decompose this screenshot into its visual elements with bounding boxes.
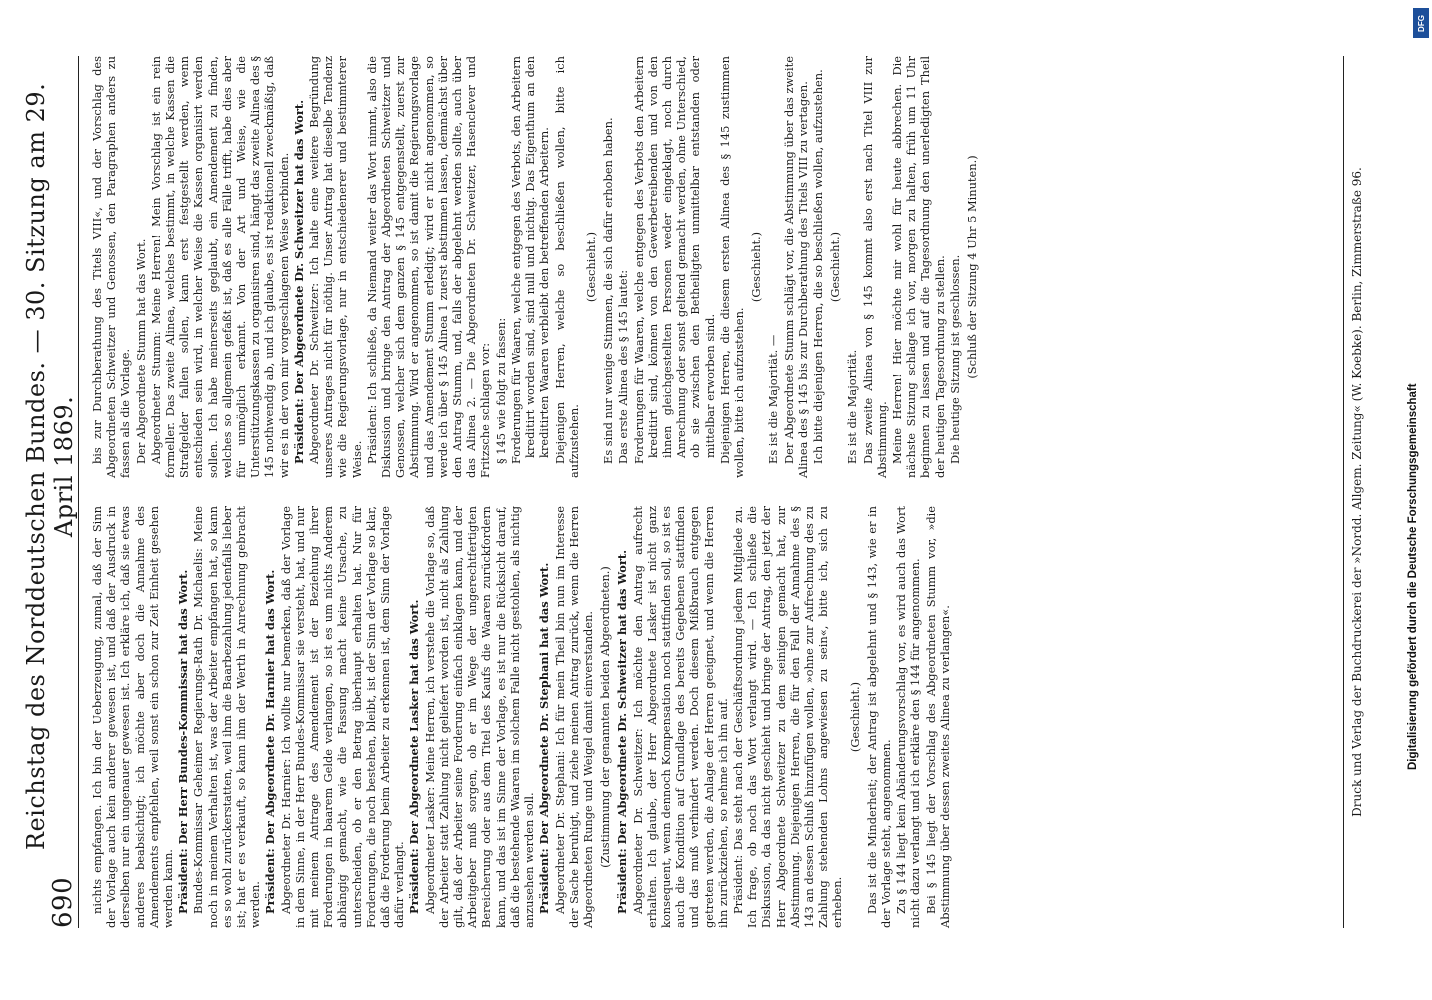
paragraph: Es sind nur wenige Stimmen, die sich dafür erhoben haben. [601,117,616,464]
paragraph: Abgeordneter Dr. Stephani: Ich für mein Theil bin nun im Interesse der Sache beruhigt, und ziehe meinen Antrag zurück, wenn die Herren Abgeordneten Runge und Weigel damit einverstanden. [552,506,595,928]
paragraph: Abgeordneter Dr. Harnier: Ich wollte nur bemerken, daß der Vorlage in dem Sinne, in der Herr Bundes-Kommissar sie versteht, hat, und nur mit meinem Antrage des Amendement ist der Beziehung ihrer Forderungen in baarem Gelde verlangen, so ist es um nichts Anderem abhängig gemacht, wie die Fassung macht keine Ursache, zu unterscheiden, ob er den Betrag überhaupt erhalten hat. Nur für Forderungen, die noch bestehen, bleibt, ist der Sinn der Vorlage so klar, daß die Forderung beim Arbeiter zu erkennen ist, dem Sinn der Vorlage dafür verlangt. [278,506,407,928]
paragraph: bis zur Durchberathung des Titels VIII«, und der Vorschlag des Abgeordneten Schweitzer und Genossen, den Paragraphen anders zu fassen als die Vorlage. [90,56,133,478]
paragraph: Es ist die Majorität. [845,349,860,464]
paragraph: (Geschieht.) [828,231,843,303]
paragraph: Das ist die Minderheit; der Antrag ist abgelehnt und § 143, wie er in der Vorlage steht, angenommen. [864,506,893,928]
paragraph: (Geschieht.) [583,231,598,303]
paragraph: (Geschieht.) [749,231,764,303]
left-column [90,506,1320,928]
paragraph: Diejenigen Herren, welche so beschließen wollen, bitte ich aufzustehen. [552,56,581,478]
paragraph: Präsident: Ich schließe, da Niemand weiter das Wort nimmt, also die Diskussion und bringe den Antrag der Abgeordneten Schweitzer und Genossen, welcher sich dem ganzen § 145 entgegenstellt, zuerst zur Abstimmung. Wird er angenommen, so ist damit die Regierungsvorlage und das Amendement Stumm erledigt; wird er nicht angenommen, so werde ich über § 145 Alinea 1 zuerst abstimmen lassen, demnächst über den Antrag Stumm, und, falls der abgelehnt werden sollte, auch über das Alinea 2. — Die Abgeordneten Dr. Schweitzer, Hasenclever und Fritzsche schlagen vor: [364,56,493,478]
paragraph: Präsident: Der Abgeordnete Dr. Schweitzer hat das Wort. [291,99,306,464]
paragraph: Es ist die Majorität. — [766,334,781,464]
paragraph: Diejenigen Herren, die diesem ersten Alinea des § 145 zustimmen wollen, bitte ich aufzustehen. [717,56,746,478]
dfg-logo [1413,8,1429,38]
paragraph: Bundes-Kommissar Geheimer Regierungs-Rath Dr. Michaelis: Meine noch in meinem Verhalten ist, was der Arbeiter empfangen hat, so kann es so wohl zurückerstatten, weil ihm die Baarbezahlung jedenfalls lieber ist; hat er es verkauft, so kann ihm der Werth in Anrechnung gebracht werden. [191,506,263,928]
paragraph: Präsident: Der Abgeordnete Lasker hat das Wort. [407,599,422,914]
paragraph: Abgeordneter Dr. Schweitzer: Ich möchte den Antrag aufrecht erhalten. Ich glaube, der Herr Abgeordnete Lasker ist nicht ganz konsequent, wenn dennoch Kompensation noch stattfinden soll, so ist es auch die Kondition auf Grundlage des bereits Gegebenen stattfinden und das muß verhindert werden. Doch diesem Mißbrauch entgegen getreten werden, die Anlage der Herren geeignet, und wenn die Herren ihn zurückziehen, so nehme ich ihn auf. [630,506,730,928]
paragraph: Ich bitte diejenigen Herren, die so beschließen wollen, aufzustehen. [810,69,825,464]
paragraph: Präsident: Der Herr Bundes-Kommissar hat das Wort. [176,569,191,914]
digitization-note: Digitalisierung gefördert durch die Deutsche Forschungsgemeinschaft [1407,383,1419,770]
paragraph: Der Abgeordnete Stumm hat das Wort. [133,238,148,464]
right-column [90,56,1320,478]
paragraph: Präsident: Das steht nach der Geschäftsordnung jedem Mitgliede zu. Ich frage, ob noch das Wort verlangt wird. — Ich schließe die Diskussion, da das nicht geschieht und bringe der Antrag, den jetzt der Herr Abgeordnete Schweitzer zu dem seinigen gemacht hat, zur Abstimmung. Diejenigen Herren, die für den Fall der Annahme des § 143 an dessen Schluß hinzufügen wollen, »ohne zur Aufrechnung des zu Zahlung stehenden Lohns angewiesen zu sein«, bitte ich, sich zu erheben. [730,506,845,928]
page-number: 690 [48,876,78,928]
paragraph: Bei § 145 liegt der Vorschlag des Abgeordneten Stumm vor, »die Abstimmung über dessen zweites Alinea zu verlangen«. [923,506,952,928]
paragraph: Präsident: Der Abgeordnete Dr. Stephani hat das Wort. [537,562,552,914]
page-header [22,56,79,928]
paragraph: Abgeordneter Dr. Schweitzer: Ich halte eine weitere Begründung unseres Antrages nicht für nöthig. Unser Antrag hat dieselbe Tendenz wie die Regierungsvorlage, nur in entschiedenerer und bestimmterer Weise. [307,56,364,478]
paragraph: (Schluß der Sitzung 4 Uhr 5 Minuten.) [964,155,979,379]
dfg-logo-text: DFG [1416,14,1426,32]
paragraph: (Geschieht.) [847,681,862,753]
imprint-footer: Druck und Verlag der Buchdruckerei der »Nordd. Allgem. Zeitung« (W. Koebke). Berlin, Zimmerstraße 96. [1343,56,1364,928]
paragraph: Der Abgeordnete Stumm schlägt vor, die Abstimmung über das zweite Alinea des § 145 bis zur Durchberathung des Titels VIII zu vertagen. [781,56,810,478]
paragraph: Das zweite Alinea von § 145 kommt also erst nach Titel VIII zur Abstimmung. [860,56,889,478]
paragraph: (Zustimmung der genannten beiden Abgeordneten.) [598,566,613,868]
paragraph: § 145 wie folgt zu fassen: [493,317,508,464]
paragraph: Abgeordneter Stumm: Meine Herren! Mein Vorschlag ist ein rein formeller. Das zweite Alinea, welches bestimmt, in welche Kassen die Strafgelder fallen sollen, kann erst festgestellt werden, wenn entschieden sein wird, in welcher Weise die Kassen organisirt werden sollen. Ich habe meinerseits geglaubt, ein Amendement zu finden, welches so allgemein gefaßt ist, daß es alle Fälle trifft, habe dies aber für unmöglich erkannt. Von der Art und Weise, wie die Unterstützungskassen zu organisiren sind, hängt das zweite Alinea des § 145 nothwendig ab, und ich glaube, es ist redaktionell zweckmäßig, daß wir es in der von mir vorgeschlagenen Weise verbinden. [148,55,291,478]
paragraph: Abgeordneter Lasker: Meine Herren, ich verstehe die Vorlage so, daß der Arbeiter statt Zahlung nicht geliefert worden ist, nicht als Zahlung gilt, daß der Arbeiter seine Forderung einfach einklagen kann, und der Arbeitgeber muß sorgen, ob er im Wege der ungerechtfertigten Bereicherung oder aus dem Titel des Kaufs die Waaren zurückfordern kann, und das ist im Sinne der Vorlage, es ist nur die Rücksicht darauf, daß die bestehende Waaren im solchem Falle nicht gestohlen, als nichtig anzusehen werden soll. [422,506,537,928]
paragraph: nichts empfangen. Ich bin der Ueberzeugung, zumal, daß der Sinn der Vorlage auch kein anderer gewesen ist, und daß der Ausdruck in derselben nur ein ungenauer gewesen ist. Ich erkläre ich, daß sie etwas anderes beabsichtigt; ich möchte aber doch die Annahme des Amendements empfehlen, weil sonst ein schon zur Zeit Einheit gesehen werden kann. [90,506,176,928]
text-columns [90,56,1320,928]
running-title: Reichstag des Norddeutschen Bundes. — 30. Sitzung am 29. April 1869. [22,82,78,851]
paragraph: Forderungen für Waaren, welche entgegen des Verbots den Arbeitern kreditirt sind, können von den Gewerbetreibenden und von den ihnen gleichgestellten Personen weder eingeklagt, noch durch Anrechnung oder sonst geltend gemacht werden, ohne Unterschied, ob sie zwischen den Betheiligten unmittelbar entstanden oder mittelbar erworben sind. [631,56,717,464]
paragraph: Das erste Alinea des § 145 lautet: [616,269,631,464]
paragraph: Präsident: Der Abgeordnete Dr. Harnier hat das Wort. [263,569,278,914]
digitization-sidebar [1404,50,1430,1000]
document-page [16,20,1416,980]
paragraph: Meine Herren! Hier möchte mir wohl für heute abbrechen. Die nächste Sitzung schlage ich vor, morgen zu halten, früh um 11 Uhr beginnen zu lassen und auf die Tagesordnung den unerledigten Theil der heutigen Tagesordnung zu stellen. [889,56,947,478]
paragraph: Zu § 144 liegt kein Abänderungsvorschlag vor, es wird auch das Wort nicht dazu verlangt und ich erkläre den § 144 für angenommen. [894,506,923,928]
paragraph: Präsident: Der Abgeordnete Dr. Schweitzer hat das Wort. [615,549,630,914]
paragraph: Die heutige Sitzung ist geschlossen. [947,254,962,464]
paragraph: Forderungen für Waaren, welche entgegen des Verbots, den Arbeitern kreditirt worden sind, sind null und nichtig. Das Eigenthum an den kreditirten Waaren verbleibt den betreffenden Arbeitern. [508,56,552,464]
